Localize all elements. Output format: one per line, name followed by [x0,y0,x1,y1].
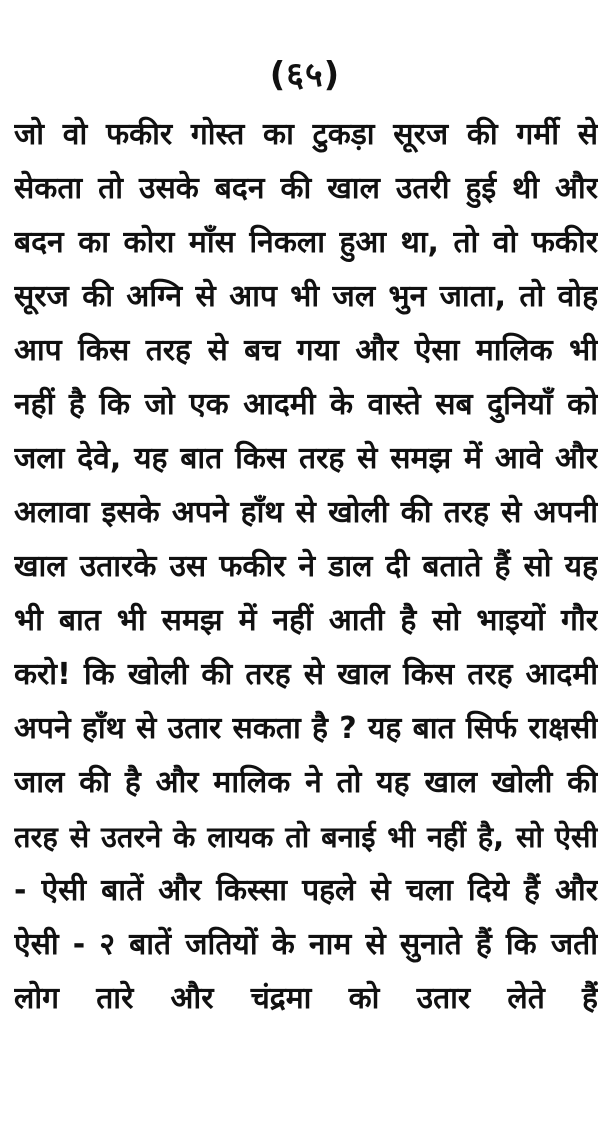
text-line: करो! कि खोली की तरह से खाल किस तरह आदमी [14,657,598,692]
text-line: ऐसी - २ बातें जतियों के नाम से सुनाते हैं कि जती [14,927,598,962]
text-line: जाल की है और मालिक ने तो यह खाल खोली की [14,765,598,800]
text-line: जला देवे, यह बात किस तरह से समझ में आवे और [14,441,598,476]
text-line: सेकता तो उसके बदन की खाल उतरी हुई थी और [14,171,598,206]
page-number: (६५) [269,55,341,95]
text-line: जो वो फकीर गोस्त का टुकड़ा सूरज की गर्मी से [14,117,598,152]
text-line: अपने हाँथ से उतार सकता है ? यह बात सिर्फ राक्षसी [14,711,598,746]
text-line: खाल उतारके उस फकीर ने डाल दी बताते हैं सो यह [14,549,598,584]
text-line: लोग तारे और चंद्रमा को उतार लेते हैं [14,981,598,1016]
text-line: नहीं है कि जो एक आदमी के वास्ते सब दुनियाँ को [14,387,598,422]
text-line: भी बात भी समझ में नहीं आती है सो भाइयों गौर [14,603,598,638]
text-line: बदन का कोरा माँस निकला हुआ था, तो वो फकीर [14,225,598,260]
text-line: - ऐसी बातें और किस्सा पहले से चला दिये हैं और [14,873,598,908]
body-text [14,108,598,1026]
text-line: सूरज की अग्नि से आप भी जल भुन जाता, तो वोह [14,279,598,314]
text-line: आप किस तरह से बच गया और ऐसा मालिक भी [14,333,598,368]
text-line: तरह से उतरने के लायक तो बनाई भी नहीं है, सो ऐसी [14,820,598,854]
text-line: अलावा इसके अपने हाँथ से खोली की तरह से अपनी [14,495,598,530]
